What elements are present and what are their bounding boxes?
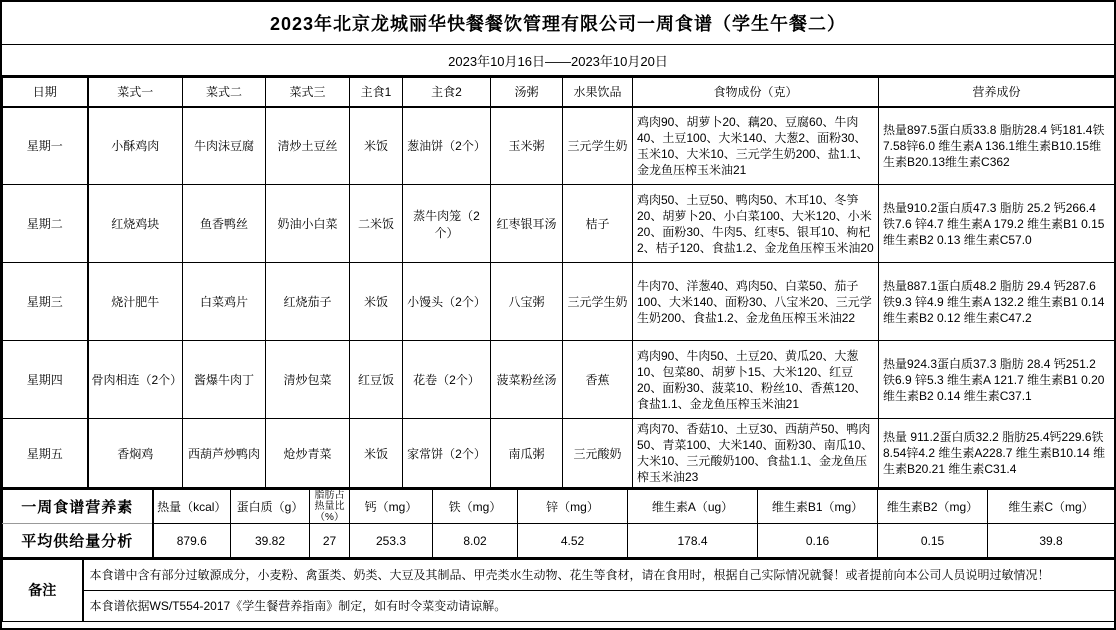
summary-header-zinc: 锌（mg）: [518, 489, 628, 524]
menu-table: [2, 77, 1115, 488]
table-row-thursday: [3, 341, 1115, 419]
nutrition-cell: 热量 911.2蛋白质32.2 脂肪25.4钙229.6铁8.54锌4.2 维生素A228.7 维生素B10.14 维生素B20.21 维生素C31.4: [879, 419, 1115, 488]
column-header-nutrition: 营养成份: [879, 78, 1115, 107]
staple2-cell: 小馒头（2个）: [403, 263, 491, 341]
summary-value-vitamin-a: 178.4: [628, 524, 758, 558]
day-cell: 星期四: [3, 341, 88, 419]
food-cell: 牛肉70、洋葱40、鸡肉50、白菜50、茄子100、大米140、面粉30、八宝米20、三元学生奶200、食盐1.2、金龙鱼压榨玉米油22: [633, 263, 879, 341]
dish1-cell: 骨肉相连（2个）: [88, 341, 183, 419]
column-header-fruit: 水果饮品: [563, 78, 633, 107]
nutrition-cell: 热量924.3蛋白质37.3 脂肪 28.4 钙251.2 铁6.9 锌5.3 维生素A 121.7 维生素B1 0.20 维生素B2 0.14 维生素C37.1: [879, 341, 1115, 419]
summary-header-vitamin-c: 维生素C（mg）: [988, 489, 1115, 524]
summary-value-energy: 879.6: [153, 524, 231, 558]
food-cell: 鸡肉90、胡萝卜20、藕20、豆腐60、牛肉40、土豆100、大米140、大葱2、面粉30、玉米10、大米10、三元学生奶200、盐1.1、金龙鱼压榨玉米油21: [633, 107, 879, 185]
date-range: 2023年10月16日——2023年10月20日: [2, 45, 1114, 77]
staple1-cell: 红豆饭: [350, 341, 403, 419]
staple2-cell: 蒸牛肉笼（2个）: [403, 185, 491, 263]
soup-cell: 红枣银耳汤: [491, 185, 563, 263]
summary-value-protein: 39.82: [231, 524, 310, 558]
staple2-cell: 葱油饼（2个）: [403, 107, 491, 185]
dish2-cell: 酱爆牛肉丁: [183, 341, 266, 419]
day-cell: 星期五: [3, 419, 88, 488]
dish3-cell: 奶油小白菜: [266, 185, 350, 263]
day-cell: 星期二: [3, 185, 88, 263]
soup-cell: 菠菜粉丝汤: [491, 341, 563, 419]
fruit-cell: 三元酸奶: [563, 419, 633, 488]
summary-header-fat-ratio: 脂肪占热量比（%）: [310, 489, 350, 524]
dish1-cell: 香焖鸡: [88, 419, 183, 488]
nutrition-cell: 热量910.2蛋白质47.3 脂肪 25.2 钙266.4 铁7.6 锌4.7 维生素A 179.2 维生素B1 0.15 维生素B2 0.13 维生素C57.0: [879, 185, 1115, 263]
summary-header-row: [3, 489, 1115, 524]
fruit-cell: 三元学生奶: [563, 107, 633, 185]
column-header-dish2: 菜式二: [183, 78, 266, 107]
column-header-dish1: 菜式一: [88, 78, 183, 107]
summary-header-energy: 热量（kcal）: [153, 489, 231, 524]
day-cell: 星期一: [3, 107, 88, 185]
fruit-cell: 三元学生奶: [563, 263, 633, 341]
table-row-friday: [3, 419, 1115, 488]
summary-value-vitamin-b2: 0.15: [878, 524, 988, 558]
nutrient-summary-table: [2, 488, 1115, 558]
nutrition-cell: 热量887.1蛋白质48.2 脂肪 29.4 钙287.6 铁9.3 锌4.9 维生素A 132.2 维生素B1 0.14 维生素B2 0.12 维生素C47.2: [879, 263, 1115, 341]
summary-value-calcium: 253.3: [350, 524, 433, 558]
dish1-cell: 红烧鸡块: [88, 185, 183, 263]
dish2-cell: 牛肉沫豆腐: [183, 107, 266, 185]
staple1-cell: 二米饭: [350, 185, 403, 263]
column-header-food: 食物成份（克）: [633, 78, 879, 107]
column-header-dish3: 菜式三: [266, 78, 350, 107]
staple2-cell: 花卷（2个）: [403, 341, 491, 419]
staple1-cell: 米饭: [350, 107, 403, 185]
dish3-cell: 清炒土豆丝: [266, 107, 350, 185]
summary-header-vitamin-b1: 维生素B1（mg）: [758, 489, 878, 524]
dish1-cell: 烧汁肥牛: [88, 263, 183, 341]
summary-header-iron: 铁（mg）: [433, 489, 518, 524]
column-header-day: 日期: [3, 78, 88, 107]
table-row-wednesday: [3, 263, 1115, 341]
nutrition-cell: 热量897.5蛋白质33.8 脂肪28.4 钙181.4铁7.58锌6.0 维生素A 136.1维生素B10.15维生素B20.13维生素C362: [879, 107, 1115, 185]
staple1-cell: 米饭: [350, 419, 403, 488]
summary-header-vitamin-a: 维生素A（ug）: [628, 489, 758, 524]
summary-value-iron: 8.02: [433, 524, 518, 558]
food-cell: 鸡肉90、牛肉50、土豆20、黄瓜20、大葱10、包菜80、胡萝卜15、大米120、红豆20、面粉30、菠菜10、粉丝10、香蕉120、食盐1.1、金龙鱼压榨玉米油21: [633, 341, 879, 419]
remarks-label: 备注: [3, 559, 83, 621]
column-header-staple1: 主食1: [350, 78, 403, 107]
fruit-cell: 桔子: [563, 185, 633, 263]
soup-cell: 南瓜粥: [491, 419, 563, 488]
dish2-cell: 白菜鸡片: [183, 263, 266, 341]
header-row: [3, 78, 1115, 107]
table-row-tuesday: [3, 185, 1115, 263]
dish3-cell: 炝炒青菜: [266, 419, 350, 488]
summary-value-vitamin-c: 39.8: [988, 524, 1115, 558]
summary-value-zinc: 4.52: [518, 524, 628, 558]
summary-header-protein: 蛋白质（g）: [231, 489, 310, 524]
summary-header-vitamin-b2: 维生素B2（mg）: [878, 489, 988, 524]
remarks-allergen-note: 本食谱中含有部分过敏源成分，小麦粉、禽蛋类、奶类、大豆及其制品、甲壳类水生动物、花生等食材，请在食用时，根据自己实际情况就餐！或者提前向本公司人员说明过敏情况！: [83, 559, 1115, 590]
staple1-cell: 米饭: [350, 263, 403, 341]
page-title: 2023年北京龙城丽华快餐餐饮管理有限公司一周食谱（学生午餐二）: [2, 2, 1114, 45]
dish2-cell: 西葫芦炒鸭肉: [183, 419, 266, 488]
table-row-monday: [3, 107, 1115, 185]
remarks-section: [2, 558, 1115, 622]
dish1-cell: 小酥鸡肉: [88, 107, 183, 185]
remarks-standard-note: 本食谱依据WS/T554-2017《学生餐营养指南》制定，如有时令菜变动请谅解。: [83, 590, 1115, 621]
summary-header-calcium: 钙（mg）: [350, 489, 433, 524]
column-header-staple2: 主食2: [403, 78, 491, 107]
fruit-cell: 香蕉: [563, 341, 633, 419]
staple2-cell: 家常饼（2个）: [403, 419, 491, 488]
summary-value-vitamin-b1: 0.16: [758, 524, 878, 558]
food-cell: 鸡肉70、香菇10、土豆30、西葫芦50、鸭肉50、青菜100、大米140、面粉30、南瓜10、大米10、三元酸奶100、食盐1.1、金龙鱼压榨玉米油23: [633, 419, 879, 488]
soup-cell: 玉米粥: [491, 107, 563, 185]
summary-values-row: [3, 524, 1115, 558]
summary-title-line2: 平均供给量分析: [3, 524, 153, 558]
column-header-soup: 汤粥: [491, 78, 563, 107]
dish2-cell: 鱼香鸭丝: [183, 185, 266, 263]
dish3-cell: 红烧茄子: [266, 263, 350, 341]
summary-value-fat-ratio: 27: [310, 524, 350, 558]
food-cell: 鸡肉50、土豆50、鸭肉50、木耳10、冬笋20、胡萝卜20、小白菜100、大米120、小米20、面粉30、牛肉5、红枣5、银耳10、枸杞2、桔子120、食盐1.2、金龙鱼压榨玉米油20: [633, 185, 879, 263]
summary-title-line1: 一周食谱营养素: [3, 489, 153, 524]
day-cell: 星期三: [3, 263, 88, 341]
dish3-cell: 清炒包菜: [266, 341, 350, 419]
soup-cell: 八宝粥: [491, 263, 563, 341]
